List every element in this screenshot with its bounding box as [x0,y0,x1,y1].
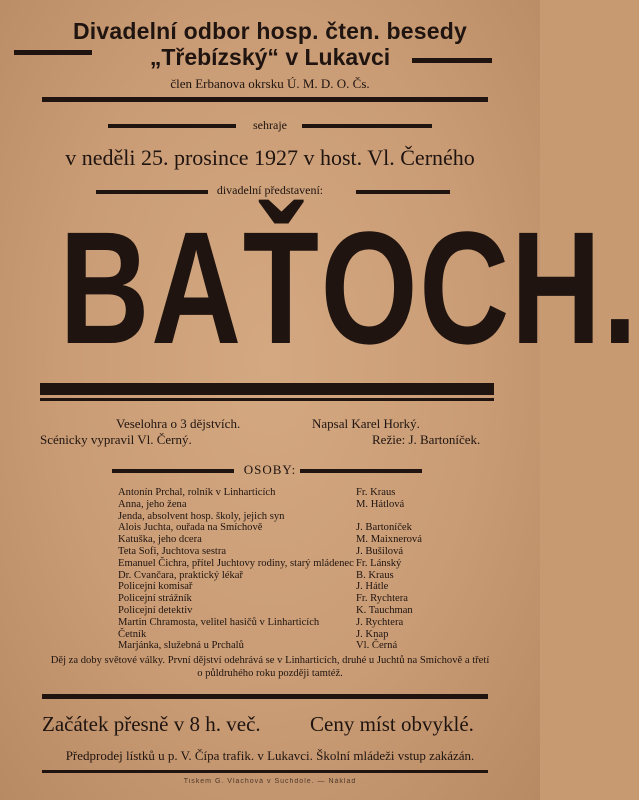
performance-intro: divadelní představení: [216,183,324,197]
cast-row [118,487,418,499]
performance-date: v neděli 25. prosince 1927 v host. Vl. Černého [65,145,475,170]
play-director: Režie: J. Bartoníček. [372,432,481,447]
sehraje-text: sehraje [253,118,287,132]
cast-actor: K. Tauchman [356,604,413,616]
cast-role: Martin Chramosta, velitel hasičů v Linharticích [118,616,320,628]
cast-actor: J. Rychtera [356,616,404,628]
footer-top-rule [42,694,488,699]
cast-role: Emanuel Čichra, přítel Juchtovy rodiny, starý mládenec [118,557,354,569]
cast-role: Dr. Cvančara, praktický lékař [118,569,244,581]
cast-role: Marjánka, služebná u Prchalů [118,640,244,652]
cast-row [118,546,418,558]
play-genre: Veselohra o 3 dějstvích. [116,416,241,431]
organizer-name: „Třebízský“ v Lukavci [149,44,391,70]
cast-role: Katuška, jeho dcera [118,534,202,546]
cast-role: Antonín Prchal, rolník v Linharticích [118,487,276,498]
cast-heading: OSOBY: [243,462,297,477]
cast-row [118,629,418,641]
cast-actor: J. Bušilová [356,545,404,557]
title-underline-thin [40,398,494,401]
setting-note-line1: Děj za doby světové války. První dějství odehrává se v Linharticích, druhé u Juchtů na Smíchově a třetí [50,655,490,666]
cast-role: Anna, jeho žena [118,498,187,510]
title-underline [40,383,494,395]
cast-actor: J. Bartoníček [356,522,412,534]
organizer-membership: člen Erbanova okrsku Ú. M. D. O. Čs. [170,76,370,91]
cast-row [118,522,418,534]
cast-row [118,640,418,652]
cast-role: Alois Juchta, ouřada na Smíchově [118,522,263,534]
cast-row [118,570,418,582]
cast-row [118,558,418,570]
printer-imprint: Tiskem G. Vlachová v Suchdole. — Náklad [183,778,357,785]
cast-row [118,593,418,605]
cast-row [118,581,418,593]
cast-role: Policejní komisař [118,581,193,593]
cast-list [118,487,422,652]
cast-actor: J. Hátle [356,581,389,593]
presale-notice: Předprodej lístků u p. V. Čípa trafik. v Lukavci. Školní mládeži vstup zakázán. [65,748,475,763]
cast-row [118,617,418,629]
cast-row [118,534,422,546]
cast-actor: Fr. Lánský [356,557,402,569]
cast-role: Četník [118,628,147,640]
cast-row [118,499,418,511]
play-title: BAŤOCH. [59,198,639,377]
cast-actor: Fr. Kraus [356,487,396,498]
cast-role: Policejní detektiv [118,604,193,616]
cast-role: Teta Sofi, Juchtova sestra [118,545,227,557]
organizer-line: Divadelní odbor hosp. čten. besedy [72,18,468,44]
header-bottom-rule [42,97,488,102]
start-time: Začátek přesně v 8 h. več. [42,712,261,736]
cast-role: Jenda, absolvent hosp. školy, jejich syn [118,510,285,522]
cast-actor: M. Maixnerová [356,534,422,546]
footer-bottom-rule [42,770,488,773]
cast-row [118,605,418,617]
cast-actor: Vl. Černá [356,640,398,652]
cast-actor: M. Hátlová [356,498,405,510]
cast-actor: Fr. Rychtera [356,593,408,605]
cast-actor: J. Knap [356,628,389,640]
cast-row [118,511,418,523]
ticket-prices: Ceny míst obvyklé. [310,712,474,736]
play-author: Napsal Karel Horký. [312,416,420,431]
cast-role: Policejní strážník [118,593,192,605]
play-scenery: Scénicky vypravil Vl. Černý. [40,432,192,447]
cast-actor: B. Kraus [356,569,394,581]
setting-note-line2: o půldruhého roku později tamtéž. [197,668,343,679]
